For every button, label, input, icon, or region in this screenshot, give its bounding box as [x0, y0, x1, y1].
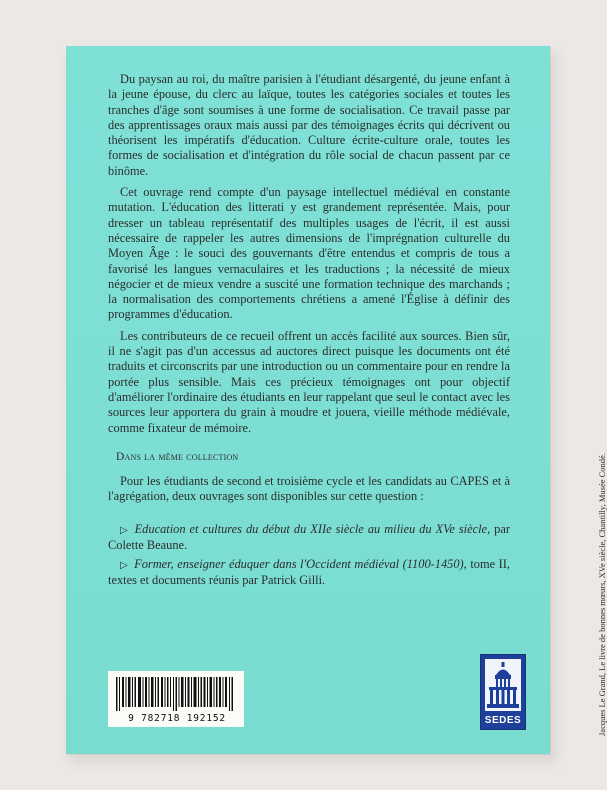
publisher-logo [480, 654, 526, 730]
book-back-cover [66, 46, 607, 754]
collection-heading: Dans la même collection [116, 451, 239, 463]
barcode-number: 9 782718 192152 [128, 713, 226, 724]
list-item [108, 557, 510, 589]
paragraph-2: Cet ouvrage rend compte d'un paysage intellectuel médiéval en constante mutation. L'éducation des litterati y est grandement représentée. Mais, pour dresser un tableau représentatif des multiples usages de l'écrit, il est aussi nécessaire de rappeler les autres dimensions de l'imprégnation culturelle du Moyen Âge : le souci des gouvernants d'être entendus et compris de tous a favorisé les langues vernaculaires et les traductions ; la nécessité de mieux négocier et de mieux vendre a suscité une formation technique des marchands ; la normalisation des comportements chrétiens a amené l'Église à définir des programmes d'éducation. [108, 185, 510, 322]
paragraph-1: Du paysan au roi, du maître parisien à l'étudiant désargenté, du jeune enfant à la jeune épouse, du clerc au laïque, toutes les catégories sociales et toutes les tranches d'âge sont soumises à une forme de socialisation. Ce travail passe par des apprentissages oraux mais aussi par des témoignages écrits qui décrivent ou théorisent les impératifs d'éducation. Culture écrite-culture orale, toutes les formes de socialisation et d'intégration du rôle social de chacun passent par ce binôme. [108, 72, 510, 178]
book-title: Former, enseigner éduquer dans l'Occident médiéval (1100-1450), [134, 556, 467, 571]
barcode [108, 671, 244, 727]
image-credit: Jacques Le Grand, Le livre de bonnes mœurs, XVe siècle, Chantilly, Musée Condé. [597, 453, 607, 736]
publisher-logo-icon [485, 659, 521, 711]
publisher-name: SEDES [484, 715, 522, 726]
bullet-triangle-icon: ▷ [120, 525, 129, 536]
book-byline: tome II, textes et documents réunis par Patrick Gilli. [108, 556, 510, 587]
list-item [108, 522, 510, 554]
book-byline: , par Colette Beaune. [108, 522, 510, 553]
summary-text [108, 72, 510, 442]
collection-intro: Pour les étudiants de second et troisième cycle et les candidats au CAPES et à l'agrégation, deux ouvrages sont disponibles sur cette question : [108, 474, 510, 504]
collection-list [108, 522, 510, 591]
bullet-triangle-icon: ▷ [120, 559, 129, 571]
barcode-icon [116, 677, 236, 711]
paragraph-3: Les contributeurs de ce recueil offrent un accès facilité aux sources. Bien sûr, il ne s'agit pas d'un accessus ad auctores direct puisque les documents ont été traduits et circonscrits par une introduction ou un commentaire pour en rendre la portée plus sensible. Mais ces précieux témoignages ont pour objectif d'améliorer l'ordinaire des étudiants en leur rappelant que seul le contact avec les sources leur apportera du grain à moudre et jouera, vieille méthode médiévale, comme fixateur de mémoire. [108, 328, 510, 435]
book-title: Education et cultures du début du XIIe siècle au milieu du XVe siècle [134, 522, 488, 536]
